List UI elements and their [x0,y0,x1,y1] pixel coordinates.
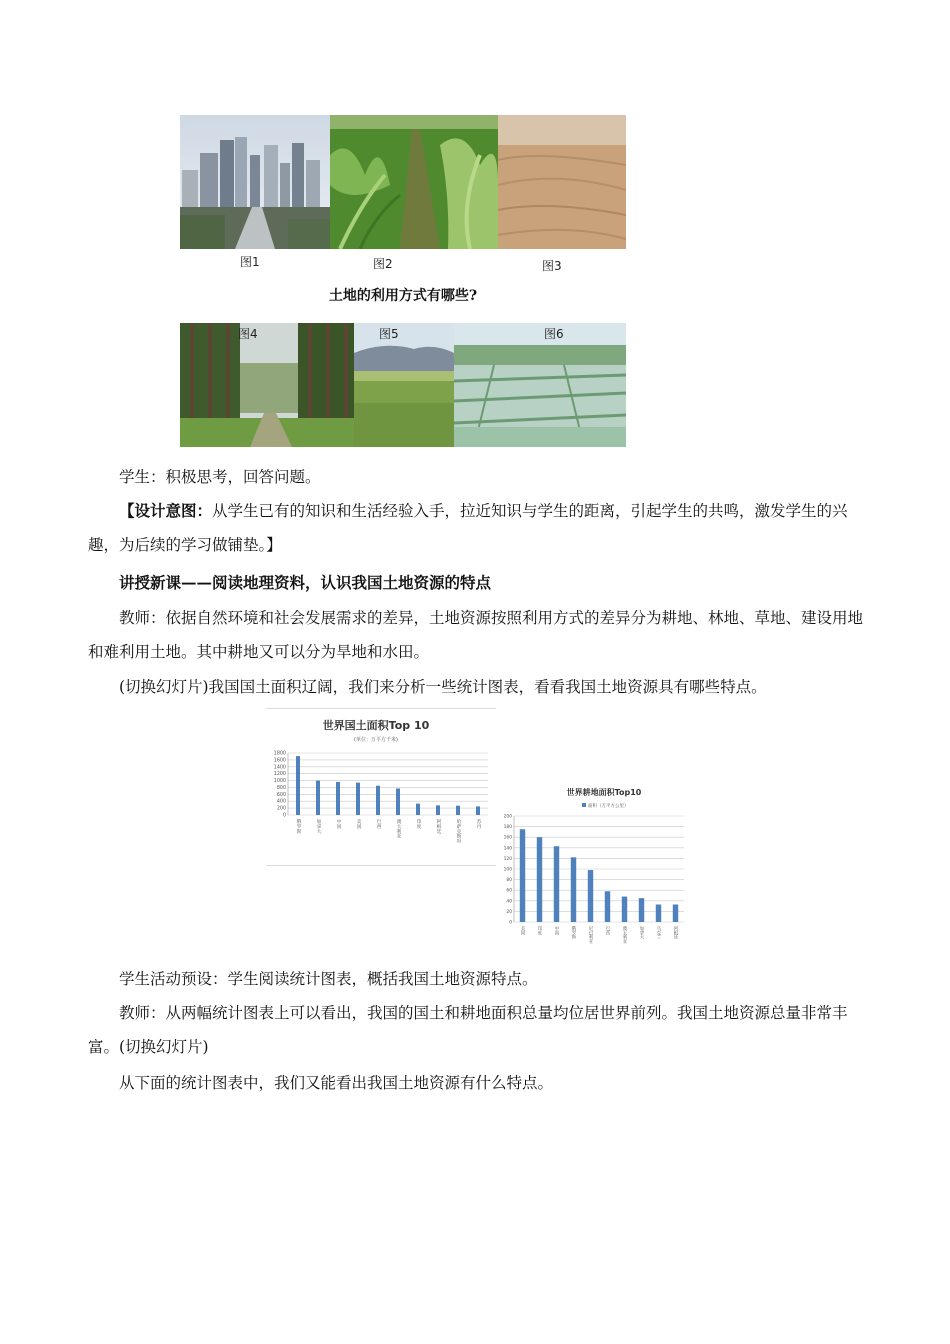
chart-1-title: 世界国土面积Top 10 [322,719,430,732]
chart-1-category-label: 加拿大 [315,819,321,834]
chart-2-ytick-label: 80 [506,878,512,884]
chart-2-category-label: 阿根廷 [673,926,678,940]
chart-2-category-label: 乌克兰 [656,926,661,940]
photo-city [180,115,330,249]
chart-world-land-area [266,708,496,866]
chart-2-bar [656,905,661,922]
chart-1-ytick-label: 1200 [273,772,286,778]
design-intent-paragraph [88,494,863,562]
photo-caption: 图2 [373,257,393,271]
chart-1-ytick-label: 1800 [273,751,286,757]
chart-1-category-label: 哈萨克斯坦 [455,819,461,843]
chart-2-category-label: 美国 [520,926,525,935]
chart-2-category-label: 印度 [537,926,542,935]
design-intent-text: 从学生已有的知识和生活经验入手，拉近知识与学生的距离，引起学生的共鸣，激发学生的兴趣，为后续的学习做铺垫。】 [88,502,848,554]
chart-2-bar [554,846,559,922]
closing-paragraph: 从下面的统计图表中，我们又能看出我国土地资源有什么特点。 [119,1074,554,1092]
chart-2-ytick-label: 160 [503,835,512,841]
chart-1-ytick-label: 400 [276,799,286,805]
chart-1-category-label: 澳大利亚 [395,819,401,839]
chart-2-ytick-label: 0 [509,920,512,926]
chart-1-ytick-label: 0 [282,813,286,819]
chart-1-ytick-label: 200 [276,806,286,812]
design-intent-label: 【设计意图： [119,501,213,520]
chart-1-bar [456,806,460,815]
chart-2-ytick-label: 200 [503,814,512,820]
chart-2-ytick-label: 140 [503,846,512,852]
student-response-line: 学生：积极思考，回答问题。 [119,468,321,486]
chart-1-bar [416,804,420,815]
chart-1-ytick-label: 1600 [273,758,286,764]
chart-2-title: 世界耕地面积Top10 [566,788,642,797]
chart-2-category-label: 中国 [554,926,559,935]
chart-2-ytick-label: 40 [506,899,512,905]
chart-2-ytick-label: 180 [503,825,512,831]
photo-forest [180,323,354,447]
chart-1-bar [476,806,480,815]
photo-caption: 图5 [379,327,399,341]
land-use-photo-collage [180,115,626,447]
chart-1-category-label: 苏丹 [475,819,481,829]
chart-2-category-label: 澳大利亚 [622,926,627,944]
chart-1-bar [316,781,320,815]
chart-2-legend: 面积（万平方公里） [588,804,629,809]
chart-1-ytick-label: 600 [276,792,286,798]
chart-2-bar [520,829,525,922]
photo-grassland [354,323,454,447]
chart-2-ytick-label: 60 [506,888,512,894]
photo-caption: 图3 [542,259,562,273]
chart-1-ytick-label: 800 [276,785,286,791]
photo-caption: 图4 [238,327,258,341]
photo-caption: 图6 [544,327,564,341]
chart-2-category-label: 巴西 [605,926,610,935]
chart-1-bar [396,788,400,815]
chart-1-category-label: 中国 [335,819,341,829]
chart-2-category-label: 俄罗斯 [571,926,576,940]
chart-1-ytick-label: 1400 [273,765,286,771]
chart-1-bar [296,756,300,815]
section-heading: 讲授新课——阅读地理资料，认识我国土地资源的特点 [119,573,492,592]
chart-2-category-label: 尼日利亚 [588,926,593,944]
teacher-paragraph-2: 教师：从两幅统计图表上可以看出，我国的国土和耕地面积总量均位居世界前列。我国土地资源总量非常丰富。(切换幻灯片) [88,1004,848,1056]
chart-2-category-label: 加拿大 [639,926,644,940]
chart-world-cropland-area [498,778,686,948]
chart-2-bar [571,857,576,922]
chart-2-legend-swatch [582,803,586,807]
chart-1-bar [436,805,440,815]
chart-1-category-label: 印度 [415,819,421,829]
photo-paddy-fields [454,323,626,447]
chart-2-ytick-label: 20 [506,909,512,915]
chart-1-svg [266,709,496,865]
chart-1-subtitle: (单位：万平方千米) [354,737,398,743]
chart-2-ytick-label: 120 [503,856,512,862]
teacher-paragraph-1: 教师：依据自然环境和社会发展需求的差异，土地资源按照利用方式的差异分为耕地、林地、草地、建设用地和难利用土地。其中耕地又可以分为旱地和水田。 [88,609,864,661]
chart-1-category-label: 阿根廷 [435,819,441,834]
chart-1-bar [336,782,340,815]
chart-2-bar [622,897,627,922]
photo-caption: 图1 [240,255,260,269]
chart-2-bar [605,891,610,922]
photo-desert [498,115,626,249]
collage-title: 土地的利用方式有哪些? [328,288,478,304]
chart-2-ytick-label: 100 [503,867,512,873]
chart-1-category-label: 巴西 [375,819,381,829]
slide-switch-paragraph: (切换幻灯片)我国国土面积辽阔，我们来分析一些统计图表，看看我国土地资源具有哪些特点。 [119,678,767,696]
chart-1-ytick-label: 1000 [273,779,286,785]
chart-2-svg [498,778,686,948]
chart-2-bar [639,898,644,922]
chart-1-bar [376,786,380,815]
chart-2-bar [673,905,678,922]
chart-1-bar [356,783,360,815]
chart-2-bar [537,837,542,922]
chart-1-category-label: 美国 [355,819,361,829]
photo-cornfield [330,115,498,249]
chart-1-category-label: 俄罗斯 [295,819,301,834]
student-activity-paragraph: 学生活动预设：学生阅读统计图表，概括我国土地资源特点。 [119,970,538,988]
chart-2-bar [588,870,593,922]
